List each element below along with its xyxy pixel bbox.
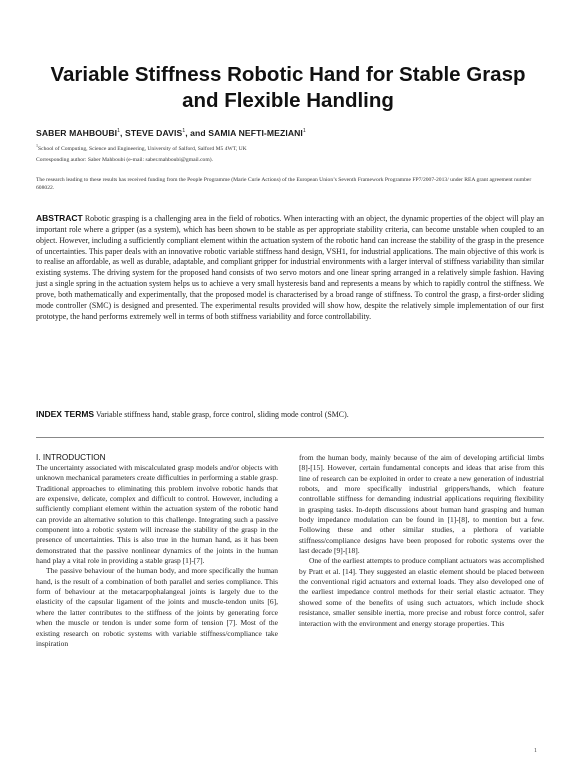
abstract-label: ABSTRACT	[36, 213, 83, 223]
body-paragraph: The passive behaviour of the human body, and more specifically the human hand, is the result of a combination of both parallel and series compliance. This form of behaviour at the metacarpophalangeal joints is largely due to the elasticity of the capsular ligament of the joints and muscle-tendon units [6], where the latter contributes to the stiffness of the joints by generating force when the muscle or tendon is under some form of tension [7]. Most of the existing research on robotic systems with variable stiffness/compliance take inspiration	[36, 566, 278, 648]
index-terms	[36, 409, 544, 420]
author-separator: , and	[185, 128, 209, 138]
page-number: 1	[534, 748, 537, 754]
author-name: SAMIA NEFTI-MEZIANI	[208, 128, 303, 138]
paper-title: Variable Stiffness Robotic Hand for Stable Grasp and Flexible Handling	[50, 63, 526, 112]
abstract	[36, 213, 544, 322]
author-name: SABER MAHBOUBI	[36, 128, 118, 138]
body-column-right	[299, 453, 544, 629]
body-paragraph: from the human body, mainly because of the aim of developing artificial limbs [8]-[15]. However, certain fundamental concepts and ideas that arise from this line of research can be exploited in order to create a new generation of industrial robots, and more specifically industrial grippers/hands, which feature controllable stiffness for demanding industrial applications requiring flexibility in grasping tasks. In-depth discussions about human hand grasping and human body impedance modulation can be found in [1]-[8], to mention but a few. Following these and other similar studies, a plethora of variable stiffness/compliance designs have been proposed for robotic systems over the last decade [9]-[18].	[299, 453, 544, 556]
affiliation	[36, 142, 544, 153]
author-affiliation-mark: 1	[302, 128, 306, 135]
index-terms-text: Variable stiffness hand, stable grasp, force control, sliding mode control (SMC).	[95, 410, 349, 419]
author-separator: ,	[120, 128, 126, 138]
body-paragraph: The uncertainty associated with miscalculated grasp models and/or objects with unknown mechanical parameters create difficulties in performing a stable grasp. Traditional approaches to eliminating this problem involve robotic hands that are expensive, delicate, complex and difficult to control. However, including a sufficiently compliant element within the actuation system of the robotic hand can provide an alternative solution to this challenge. Integrating such a passive component into a robotic system will increase the stability of the grasp in the presence of uncertainties. This is also true in the human hand, as it has been demonstrated that the passive nonlinear dynamics of the joints in the human hand play a vital role in providing a stable grasp [1]-[7].	[36, 463, 278, 566]
abstract-text: Robotic grasping is a challenging area in the field of robotics. When interacting with an object, the dynamic properties of the object will play an important role where a gripper (as a system), which has been shown to be stable as per appropriate stability criteria, can become unstable when coupled to an object. However, including a sufficiently compliant element within the actuation system of the robotic hand can increase the stability of the grasp in the presence of uncertainties. This paper deals with an innovative robotic variable stiffness hand design, VSH1, for industrial applications. The main objective of this work is to realise an affordable, as well as durable, adaptable, and compliant gripper for industrial environments with a larger interval of stiffness variability than similar existing systems. The driving system for the proposed hand consists of two servo motors and one linear spring arranged in a relatively simple fashion. Having just a single spring in the actuation system helps us to achieve a very small hysteresis band and represents a means by which to rapidly control the stiffness. We prove, both mathematically and experimentally, that the proposed model is characterised by a broad range of stiffness. To control the grasp, a first-order sliding mode controller (SMC) is designed and presented. The experimental results provided will show how, despite the relatively simple implementation of our first prototype, the hand performs extremely well in terms of both stiffness variability and force controllability.	[36, 214, 544, 321]
section-heading: I. INTRODUCTION	[36, 453, 106, 462]
section-divider	[36, 437, 544, 438]
author-affiliation-mark: 1	[182, 128, 186, 135]
author-name: STEVE DAVIS	[125, 128, 183, 138]
body-paragraph: One of the earliest attempts to produce compliant actuators was accomplished by Pratt et al. [14]. They suggested an elastic element should be placed between the conventional rigid actuators and external loads. They also developed one of the earliest impedance control methods for their serial elastic actuator. They showed some of the benefits of using such actuators, which include shock resistance, smaller sensible inertia, more precise and robust force control, safer interaction with the environment and energy storage properties. This	[299, 556, 544, 628]
funding-note: The research leading to these results has received funding from the People Programme (Marie Curie Actions) of the European Union’s Seventh Framework Programme FP7/2007-2013/ under REA grant agreement number 608022.	[36, 177, 532, 192]
author-list	[36, 128, 546, 138]
affiliation-mark: 1	[36, 143, 38, 148]
corresponding-author: Corresponding author: Saber Mahboubi (e-mail: saber.mahboubi@gmail.com).	[36, 157, 213, 163]
author-affiliation-mark: 1	[117, 128, 121, 135]
body-column-left	[36, 452, 278, 649]
affiliation-text: School of Computing, Science and Engineering, University of Salford, Salford M5 4WT, UK	[38, 145, 247, 152]
index-terms-label: INDEX TERMS	[36, 409, 95, 419]
